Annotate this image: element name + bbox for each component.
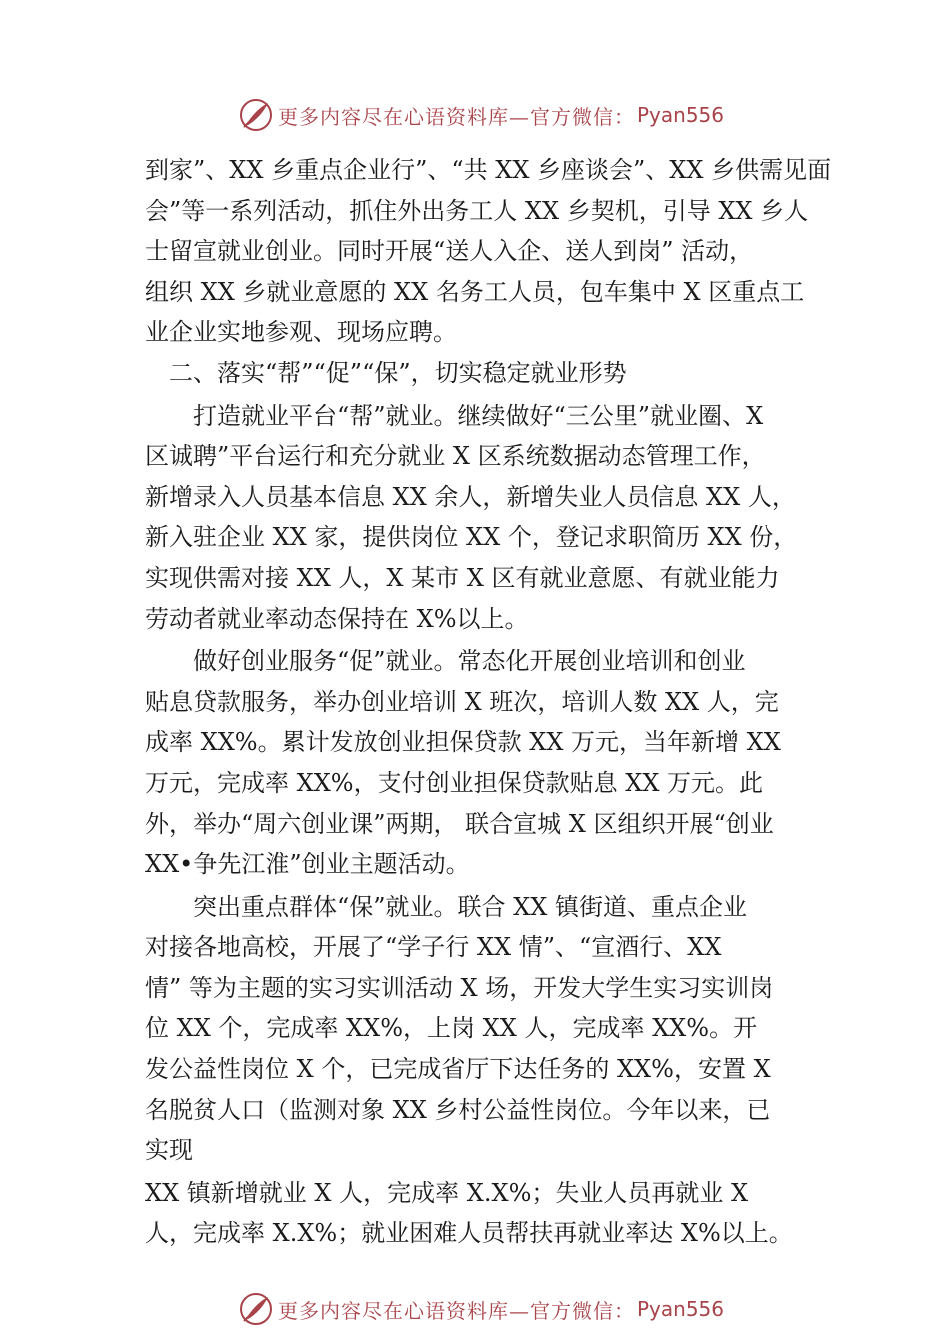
text-line: 到家”、XX 乡重点企业行”、“共 XX 乡座谈会”、XX 乡供需见面 [145, 156, 832, 184]
wechat-id: Pyan556 [637, 1297, 725, 1321]
banner-text: 更多内容尽在心语资料库—官方微信： [278, 104, 635, 129]
text-line: 位 XX 个，完成率 XX%，上岗 XX 人，完成率 XX%。开 [145, 1014, 758, 1043]
text-line: 外，举办“周六创业课”两期， 联合宣城 X 区组织开展“创业 [145, 809, 774, 838]
text-line: 组织 XX 乡就业意愿的 XX 名务工人员，包车集中 X 区重点工 [145, 277, 805, 306]
text-line: 突出重点群体“保”就业。联合 XX 镇街道、重点企业 [145, 892, 747, 921]
document-body [145, 150, 832, 1254]
text-line: 会”等一系列活动，抓住外出务工人 XX 乡契机，引导 XX 乡人 [145, 196, 809, 225]
text-line: 情” 等为主题的实习实训活动 X 场，开发大学生实习实训岗 [145, 973, 774, 1002]
text-line: 劳动者就业率动态保持在 X%以上。 [145, 604, 529, 633]
text-line: XX 镇新增就业 X 人，完成率 X.X%；失业人员再就业 X [145, 1178, 749, 1207]
text-line: 区诚聘”平台运行和充分就业 X 区系统数据动态管理工作， [145, 442, 766, 471]
wechat-id: Pyan556 [637, 103, 725, 127]
text-line: 新入驻企业 XX 家，提供岗位 XX 个，登记求职简历 XX 份， [145, 523, 798, 552]
text-line: 打造就业平台“帮”就业。继续做好“三公里”就业圈、X [145, 401, 764, 430]
text-line: 新增录入人员基本信息 XX 余人，新增失业人员信息 XX 人， [145, 482, 796, 511]
text-line: 成率 XX%。累计发放创业担保贷款 XX 万元，当年新增 XX [145, 728, 781, 757]
text-line: XX•争先江淮”创业主题活动。 [145, 850, 470, 879]
text-line: 人，完成率 X.X%；就业困难人员帮扶再就业率达 X%以上。 [145, 1219, 793, 1248]
text-line: 实现供需对接 XX 人，X 某市 X 区有就业意愿、有就业能力 [145, 563, 780, 592]
text-line: 发公益性岗位 X 个，已完成省厅下达任务的 XX%，安置 X [145, 1055, 771, 1084]
section-heading: 二、落实“帮”“促”“保”，切实稳定就业形势 [145, 358, 627, 387]
quill-logo-icon [238, 97, 274, 133]
text-line: 士留宣就业创业。同时开展“送人入企、送人到岗” 活动， [145, 237, 754, 266]
quill-logo-icon [238, 1291, 274, 1327]
text-line: 业企业实地参观、现场应聘。 [145, 318, 457, 347]
text-line: 实现 [145, 1136, 193, 1165]
footer-banner [238, 1289, 724, 1329]
text-line: 万元，完成率 XX%，支付创业担保贷款贴息 XX 万元。此 [145, 768, 764, 797]
text-line: 名脱贫人口（监测对象 XX 乡村公益性岗位。今年以来，已 [145, 1095, 771, 1124]
banner-text: 更多内容尽在心语资料库—官方微信： [278, 1298, 635, 1323]
text-line: 对接各地高校，开展了“学子行 XX 情”、“宣酒行、XX [145, 933, 722, 962]
text-line: 做好创业服务“促”就业。常态化开展创业培训和创业 [145, 647, 746, 676]
text-line: 贴息贷款服务，举办创业培训 X 班次，培训人数 XX 人，完 [145, 687, 779, 716]
header-banner [238, 95, 724, 135]
